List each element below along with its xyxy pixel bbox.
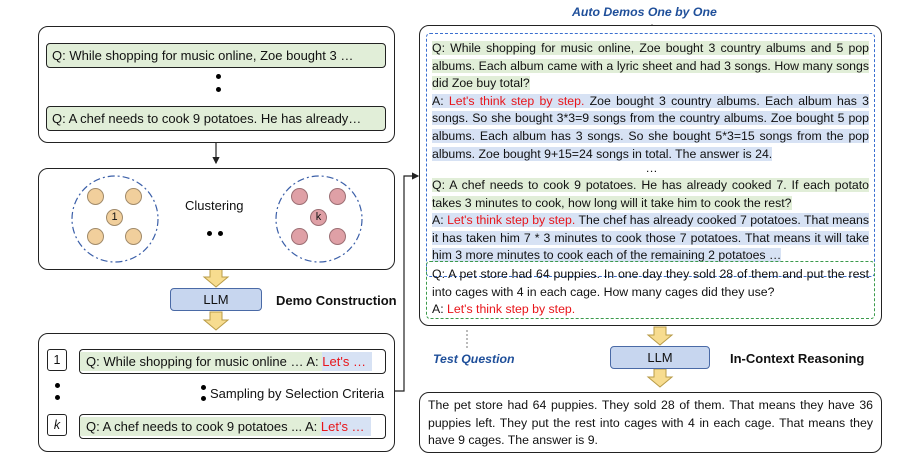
- cluster-point: [291, 188, 308, 205]
- sampled-demo-row-1: [79, 349, 386, 374]
- ellipsis-dot: [216, 87, 221, 92]
- auto-demos-title: Auto Demos One by One: [572, 5, 717, 19]
- ellipsis-dot: [201, 385, 206, 390]
- demo-1: [432, 40, 869, 163]
- demo-2-trigger: Let's think step by step.: [447, 213, 576, 228]
- cluster-point: [87, 228, 104, 245]
- demo-index-k: k: [47, 414, 67, 436]
- cluster-point: [329, 228, 346, 245]
- llm-demo-construction: LLM: [170, 288, 262, 311]
- sampling-criteria-label: Sampling by Selection Criteria: [210, 386, 385, 401]
- yellow-arrow-llm-to-sampling: [204, 312, 228, 330]
- ellipsis-dot: [216, 74, 221, 79]
- output-panel: [419, 392, 882, 453]
- cluster-point: [125, 188, 142, 205]
- test-question-box: [426, 261, 875, 319]
- context-panel: [419, 25, 882, 326]
- demo-2-rationale: The chef has already cooked 7 potatoes. That means it has taken him 7 * 3 minutes to cook those 7 potatoes. That means it will take him 3 more minutes to cook each of the remaining 2 potatoes …: [432, 213, 869, 263]
- demo-1-question: Q: While shopping for music online, Zoe bought 3 country albums and 5 pop albums. Each album came with a lyric sheet and had 3 songs. How many songs did Zoe buy total?: [432, 41, 869, 91]
- cluster-circles: [39, 169, 396, 271]
- test-answer-prefix: A:: [432, 302, 448, 317]
- clustering-label: Clustering: [185, 198, 244, 213]
- ellipsis-dot: [55, 383, 60, 388]
- output-text: The pet store had 64 puppies. They sold 28 of them. That means they have 36 puppies left. They put the rest into cages with 4 in each cage. That means they have 9 cages. The answer is 9.: [428, 398, 873, 448]
- sampled-demo-row-k: [79, 414, 386, 439]
- ellipsis-dot: [218, 231, 223, 236]
- cluster-point: [291, 228, 308, 245]
- demo-1-trigger: Let's think step by step.: [448, 93, 585, 108]
- demo-construction-caption: Demo Construction: [276, 293, 397, 308]
- clustering-panel: [38, 168, 395, 270]
- test-question-text: Q: A pet store had 64 puppies. In one day they sold 28 of them and put the rest into cages with 4 in each cage. How many cages did they use?: [432, 267, 869, 299]
- demo-2-answer-prefix: A:: [432, 213, 448, 228]
- llm-in-context-reasoning: LLM: [610, 346, 710, 369]
- test-question: [432, 266, 869, 319]
- auto-demos-box: [426, 33, 875, 277]
- demo-1-answer-prefix: A:: [432, 93, 449, 108]
- test-trigger: Let's think step by step.: [447, 302, 576, 317]
- question-pool-panel: [38, 26, 395, 143]
- sampled-question: Q: While shopping for music online … A:: [80, 352, 322, 371]
- demo-1-rationale: Zoe bought 3 country albums. Each album has 3 songs. So she bought 3*3=9 songs from the country albums. Zoe bought 5 pop albums. Each album has 3 songs. So she bought 5*3=15 songs from the pop albums. Zoe bought 9+15=24 songs in total. The answer is 24.: [432, 93, 869, 161]
- pool-question-chef: Q: A chef needs to cook 9 potatoes. He has already…: [46, 106, 386, 131]
- demo-2: [432, 177, 869, 265]
- cluster-point: [125, 228, 142, 245]
- yellow-arrow-cluster-to-llm: [204, 269, 228, 287]
- test-question-label: Test Question: [433, 352, 515, 366]
- yellow-arrow-llm-to-output: [648, 369, 672, 387]
- cluster-1-center: 1: [106, 209, 123, 226]
- demo-2-question: Q: A chef needs to cook 9 potatoes. He has already cooked 7. If each potato takes 3 minutes to cook, how long will it take him to cook the rest?: [432, 178, 869, 210]
- sampled-trigger: Let's …: [322, 352, 372, 371]
- sampled-question: Q: A chef needs to cook 9 potatoes ... A:: [80, 417, 321, 436]
- cluster-point: [87, 188, 104, 205]
- ellipsis-dot: [201, 396, 206, 401]
- sampled-trigger: Let's …: [321, 417, 371, 436]
- cluster-k-center: k: [310, 209, 327, 226]
- demo-index-1: 1: [47, 349, 67, 371]
- demo-ellipsis: …: [645, 161, 658, 175]
- sampling-panel: [38, 333, 395, 452]
- cluster-point: [329, 188, 346, 205]
- in-context-reasoning-caption: In-Context Reasoning: [730, 351, 865, 366]
- ellipsis-dot: [207, 231, 212, 236]
- ellipsis-dot: [55, 395, 60, 400]
- pool-question-zoe: Q: While shopping for music online, Zoe bought 3 …: [46, 43, 386, 68]
- yellow-arrow-demos-to-llm: [648, 327, 672, 345]
